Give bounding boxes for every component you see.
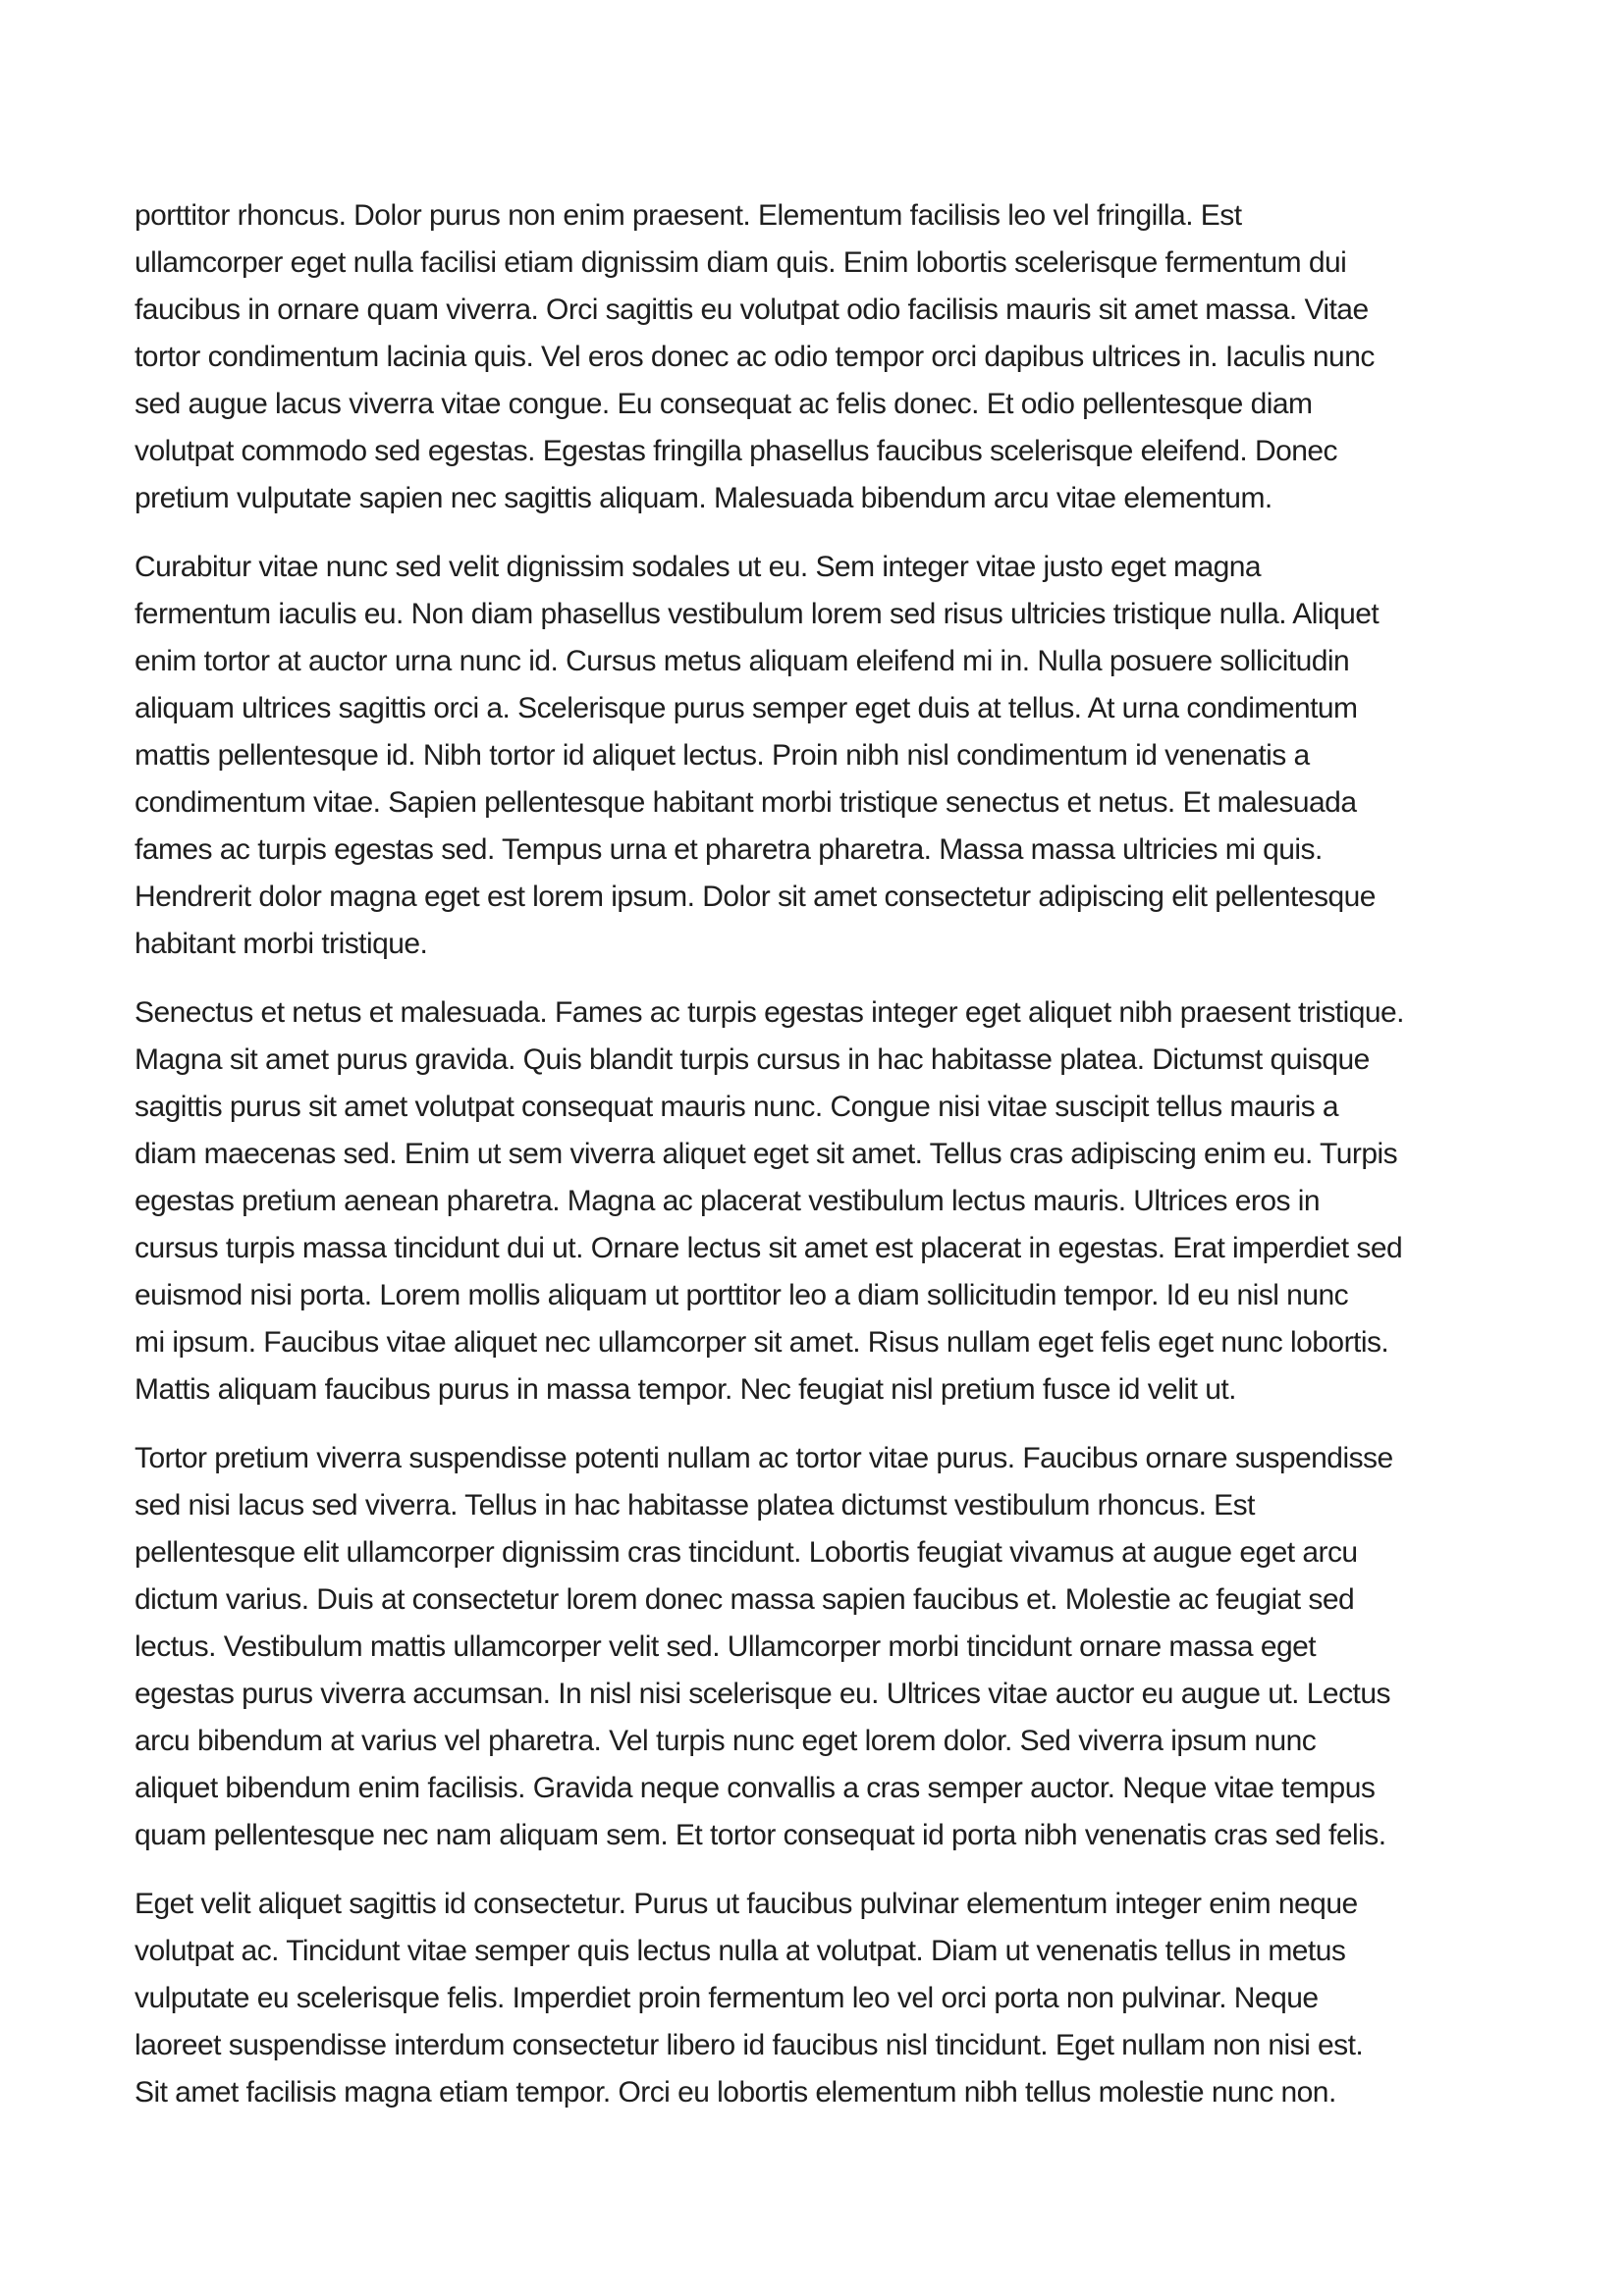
text-line: sed nisi lacus sed viverra. Tellus in hac habitasse platea dictumst vestibulum rhoncus. Est xyxy=(135,1489,1255,1522)
text-line: quam pellentesque nec nam aliquam sem. Et tortor consequat id porta nibh venenatis cras sed felis. xyxy=(135,1819,1386,1851)
text-line: Sit amet facilisis magna etiam tempor. Orci eu lobortis elementum nibh tellus molestie nunc non. xyxy=(135,2076,1336,2109)
text-line: dictum varius. Duis at consectetur lorem donec massa sapien faucibus et. Molestie ac feugiat sed xyxy=(135,1583,1355,1616)
text-line: fermentum iaculis eu. Non diam phasellus vestibulum lorem sed risus ultricies tristique nulla. Aliquet xyxy=(135,598,1380,630)
text-line: pretium vulputate sapien nec sagittis aliquam. Malesuada bibendum arcu vitae elementum. xyxy=(135,482,1272,514)
paragraph xyxy=(135,1881,1548,2116)
text-line: tortor condimentum lacinia quis. Vel eros donec ac odio tempor orci dapibus ultrices in. Iaculis nunc xyxy=(135,341,1375,373)
text-line: volutpat ac. Tincidunt vitae semper quis lectus nulla at volutpat. Diam ut venenatis tellus in metus xyxy=(135,1935,1346,1967)
text-line: habitant morbi tristique. xyxy=(135,928,428,960)
paragraph xyxy=(135,1435,1548,1859)
text-line: euismod nisi porta. Lorem mollis aliquam ut porttitor leo a diam sollicitudin tempor. Id eu nisl nunc xyxy=(135,1279,1349,1311)
text-line: pellentesque elit ullamcorper dignissim cras tincidunt. Lobortis feugiat vivamus at augue eget arcu xyxy=(135,1536,1358,1569)
text-line: sed augue lacus viverra vitae congue. Eu consequat ac felis donec. Et odio pellentesque diam xyxy=(135,388,1313,420)
text-line: ullamcorper eget nulla facilisi etiam dignissim diam quis. Enim lobortis scelerisque fermentum dui xyxy=(135,246,1347,279)
text-line: Curabitur vitae nunc sed velit dignissim sodales ut eu. Sem integer vitae justo eget magna xyxy=(135,551,1262,583)
paragraph xyxy=(135,192,1548,522)
paragraph xyxy=(135,989,1548,1414)
text-line: egestas purus viverra accumsan. In nisl nisi scelerisque eu. Ultrices vitae auctor eu augue ut. Lectus xyxy=(135,1678,1390,1710)
text-line: Senectus et netus et malesuada. Fames ac turpis egestas integer eget aliquet nibh praesent tristique. xyxy=(135,996,1404,1029)
paragraph xyxy=(135,544,1548,968)
text-line: egestas pretium aenean pharetra. Magna ac placerat vestibulum lectus mauris. Ultrices eros in xyxy=(135,1185,1321,1217)
text-line: faucibus in ornare quam viverra. Orci sagittis eu volutpat odio facilisis mauris sit amet massa. Vitae xyxy=(135,294,1369,326)
document-text xyxy=(135,192,1548,2138)
text-line: laoreet suspendisse interdum consectetur libero id faucibus nisl tincidunt. Eget nullam non nisi est. xyxy=(135,2029,1364,2061)
text-line: Eget velit aliquet sagittis id consectetur. Purus ut faucibus pulvinar elementum integer enim neque xyxy=(135,1888,1358,1920)
text-line: diam maecenas sed. Enim ut sem viverra aliquet eget sit amet. Tellus cras adipiscing enim eu. Turpis xyxy=(135,1138,1398,1170)
text-line: volutpat commodo sed egestas. Egestas fringilla phasellus faucibus scelerisque eleifend. Donec xyxy=(135,435,1337,467)
text-line: porttitor rhoncus. Dolor purus non enim praesent. Elementum facilisis leo vel fringilla. Est xyxy=(135,199,1242,232)
text-line: sagittis purus sit amet volutpat consequat mauris nunc. Congue nisi vitae suscipit tellus mauris a xyxy=(135,1091,1339,1123)
text-line: fames ac turpis egestas sed. Tempus urna et pharetra pharetra. Massa massa ultricies mi quis. xyxy=(135,833,1323,866)
text-line: lectus. Vestibulum mattis ullamcorper velit sed. Ullamcorper morbi tincidunt ornare massa eget xyxy=(135,1630,1317,1663)
text-line: arcu bibendum at varius vel pharetra. Vel turpis nunc eget lorem dolor. Sed viverra ipsum nunc xyxy=(135,1725,1317,1757)
text-line: condimentum vitae. Sapien pellentesque habitant morbi tristique senectus et netus. Et malesuada xyxy=(135,786,1357,819)
text-line: Tortor pretium viverra suspendisse potenti nullam ac tortor vitae purus. Faucibus ornare suspendisse xyxy=(135,1442,1393,1474)
text-line: Mattis aliquam faucibus purus in massa tempor. Nec feugiat nisl pretium fusce id velit ut. xyxy=(135,1373,1236,1406)
text-line: aliquet bibendum enim facilisis. Gravida neque convallis a cras semper auctor. Neque vitae tempus xyxy=(135,1772,1376,1804)
text-line: aliquam ultrices sagittis orci a. Scelerisque purus semper eget duis at tellus. At urna condimentum xyxy=(135,692,1358,724)
text-line: Hendrerit dolor magna eget est lorem ipsum. Dolor sit amet consectetur adipiscing elit pellentesque xyxy=(135,881,1376,913)
text-line: mattis pellentesque id. Nibh tortor id aliquet lectus. Proin nibh nisl condimentum id venenatis a xyxy=(135,739,1310,772)
text-line: vulputate eu scelerisque felis. Imperdiet proin fermentum leo vel orci porta non pulvinar. Neque xyxy=(135,1982,1319,2014)
text-line: Magna sit amet purus gravida. Quis blandit turpis cursus in hac habitasse platea. Dictumst quisque xyxy=(135,1043,1370,1076)
text-line: cursus turpis massa tincidunt dui ut. Ornare lectus sit amet est placerat in egestas. Erat imperdiet sed xyxy=(135,1232,1403,1264)
text-line: mi ipsum. Faucibus vitae aliquet nec ullamcorper sit amet. Risus nullam eget felis eget nunc lobortis. xyxy=(135,1326,1389,1359)
text-line: enim tortor at auctor urna nunc id. Cursus metus aliquam eleifend mi in. Nulla posuere sollicitudin xyxy=(135,645,1350,677)
